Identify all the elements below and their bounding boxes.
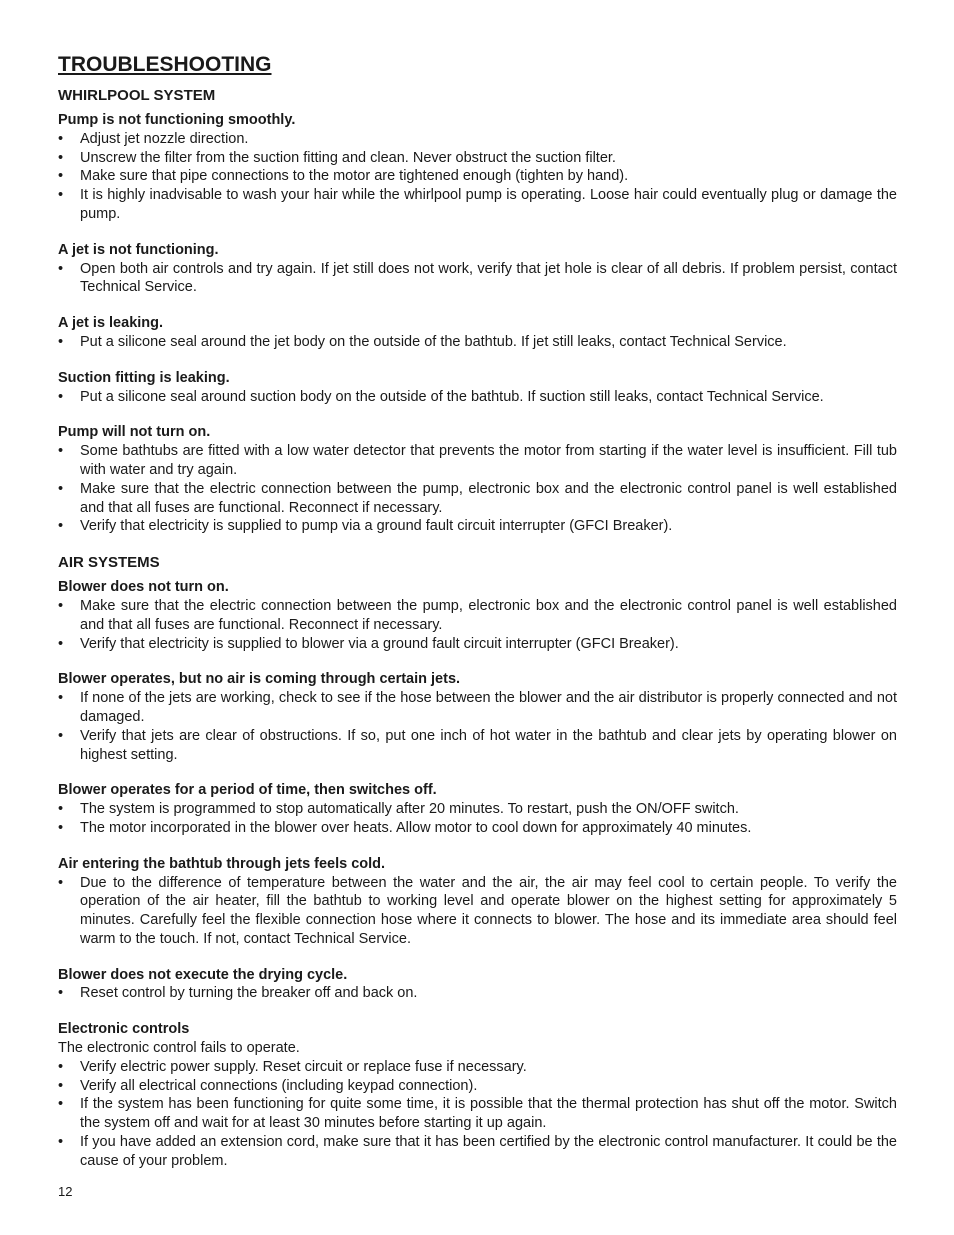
problem-heading: Pump is not functioning smoothly. [58,112,296,128]
list-item [58,1095,897,1133]
list-item-text: The system is programmed to stop automatically after 20 minutes. To restart, push the ON/OFF switch. [80,801,739,818]
list-item-text: If none of the jets are working, check to see if the hose between the blower and the air distributor is properly connected and not damaged. [80,690,897,725]
section-heading: AIR SYSTEMS [58,554,160,572]
solution-list [58,689,897,764]
bullet-icon: • [58,187,64,204]
list-item [58,800,897,819]
problem-heading: Electronic controls [58,1021,190,1038]
bullet-icon: • [58,333,64,350]
list-item-text: Unscrew the filter from the suction fitting and clean. Never obstruct the suction filter. [80,149,616,166]
solution-list [58,597,897,653]
list-item [58,874,897,949]
troubleshooting-block [58,111,897,224]
troubleshooting-block [58,423,897,536]
list-item [58,635,897,654]
list-item [58,388,897,407]
list-item [58,1133,897,1171]
list-item [58,727,897,765]
bullet-icon: • [58,480,64,497]
solution-list [58,984,897,1003]
bullet-icon: • [58,985,64,1002]
bullet-icon: • [58,690,64,707]
solution-list [58,800,897,838]
document-content [58,86,897,1171]
troubleshooting-block [58,578,897,653]
list-item [58,1077,897,1096]
bullet-icon: • [58,443,64,460]
solution-list [58,333,897,352]
list-item-text: Verify that electricity is supplied to pump via a ground fault circuit interrupter (GFCI Breaker). [80,518,673,535]
list-item [58,333,897,352]
bullet-icon: • [58,819,64,836]
troubleshooting-block [58,314,897,352]
list-item [58,597,897,635]
bullet-icon: • [58,260,64,277]
bullet-icon: • [58,149,64,166]
list-item-text: Make sure that pipe connections to the motor are tightened enough (tighten by hand). [80,168,629,185]
list-item-text: If you have added an extension cord, make sure that it has been certified by the electronic control manufacturer. It could be the cause of your problem. [80,1134,897,1169]
list-item-text: If the system has been functioning for quite some time, it is possible that the thermal protection has shut off the motor. Switch the system off and wait for at least 30 minutes before starting it up again. [80,1096,897,1132]
solution-list [58,388,897,407]
solution-list [58,260,897,298]
bullet-icon: • [58,1077,64,1094]
list-item-text: Make sure that the electric connection between the pump, electronic box and the electronic control panel is well established and that all fuses are functional. Reconnect if necessary. [80,597,897,633]
bullet-icon: • [58,1058,64,1075]
troubleshooting-block [58,855,897,949]
solution-list [58,442,897,536]
list-item-text: Verify all electrical connections (including keypad connection). [80,1077,478,1094]
list-item-text: It is highly inadvisable to wash your hair while the whirlpool pump is operating. Loose hair could eventually plug or damage the pump. [80,187,897,222]
problem-heading: Blower does not execute the drying cycle. [58,966,348,983]
problem-heading: Blower does not turn on. [58,579,229,596]
problem-heading: Suction fitting is leaking. [58,369,230,386]
list-item [58,1058,897,1077]
list-item [58,130,897,149]
problem-heading: A jet is not functioning. [58,241,219,258]
troubleshooting-block [58,1020,897,1170]
list-item [58,260,897,298]
solution-list [58,1058,897,1171]
page-number: 12 [58,1184,73,1199]
list-item-text: Reset control by turning the breaker off and back on. [80,985,418,1002]
list-item-text: Verify that jets are clear of obstructions. If so, put one inch of hot water in the bathtub and clear jets by operating blower on highest setting. [80,727,897,763]
list-item [58,517,897,536]
list-item [58,689,897,727]
list-item-text: Adjust jet nozzle direction. [80,130,249,147]
troubleshooting-block [58,781,897,837]
bullet-icon: • [58,388,64,405]
bullet-icon: • [58,1134,64,1151]
bullet-icon: • [58,801,64,818]
document-page [58,50,897,1171]
troubleshooting-block [58,369,897,407]
list-item-text: Put a silicone seal around suction body on the outside of the bathtub. If suction still leaks, contact Technical Service. [80,388,824,405]
list-item [58,480,897,518]
bullet-icon: • [58,1096,64,1113]
troubleshooting-block [58,670,897,764]
list-item [58,984,897,1003]
list-item [58,442,897,480]
bullet-icon: • [58,635,64,652]
list-item-text: Verify electric power supply. Reset circuit or replace fuse if necessary. [80,1058,527,1075]
troubleshooting-block [58,241,897,297]
page-title: TROUBLESHOOTING [58,53,272,76]
section-heading: WHIRLPOOL SYSTEM [58,87,216,104]
problem-heading: Blower operates for a period of time, then switches off. [58,782,437,799]
list-item-text: Verify that electricity is supplied to blower via a ground fault circuit interrupter (GFCI Breaker). [80,635,679,652]
list-item [58,819,897,838]
list-item-text: The motor incorporated in the blower over heats. Allow motor to cool down for approximately 40 minutes. [80,819,752,836]
troubleshooting-block [58,966,897,1004]
solution-list [58,130,897,224]
problem-intro: The electronic control fails to operate. [58,1040,300,1057]
problem-heading: A jet is leaking. [58,315,164,332]
list-item-text: Make sure that the electric connection between the pump, electronic box and the electronic control panel is well established and that all fuses are functional. Reconnect if necessary. [80,480,897,516]
problem-heading: Blower operates, but no air is coming through certain jets. [58,671,461,688]
problem-heading: Pump will not turn on. [58,424,211,441]
list-item [58,186,897,224]
list-item-text: Some bathtubs are fitted with a low water detector that prevents the motor from starting if the water level is insufficient. Fill tub with water and try again. [80,443,897,478]
bullet-icon: • [58,130,64,147]
bullet-icon: • [58,597,64,614]
list-item [58,149,897,168]
bullet-icon: • [58,727,64,744]
list-item-text: Due to the difference of temperature between the water and the air, the air may feel cool to certain people. To verify the operation of the air heater, fill the bathtub to working level and operate blower on the highest setting for approximately 5 minutes. Carefully feel the flexible connection hose where it connects to blower. The hose and its immediate area should feel warm to the touch. If not, contact Technical Service. [80,874,897,947]
bullet-icon: • [58,518,64,535]
bullet-icon: • [58,168,64,185]
list-item-text: Open both air controls and try again. If jet still does not work, verify that jet hole is clear of all debris. If problem persist, contact Technical Service. [80,260,897,296]
list-item-text: Put a silicone seal around the jet body on the outside of the bathtub. If jet still leaks, contact Technical Service. [80,333,787,350]
solution-list [58,874,897,949]
problem-heading: Air entering the bathtub through jets feels cold. [58,855,386,872]
list-item [58,167,897,186]
bullet-icon: • [58,874,64,891]
